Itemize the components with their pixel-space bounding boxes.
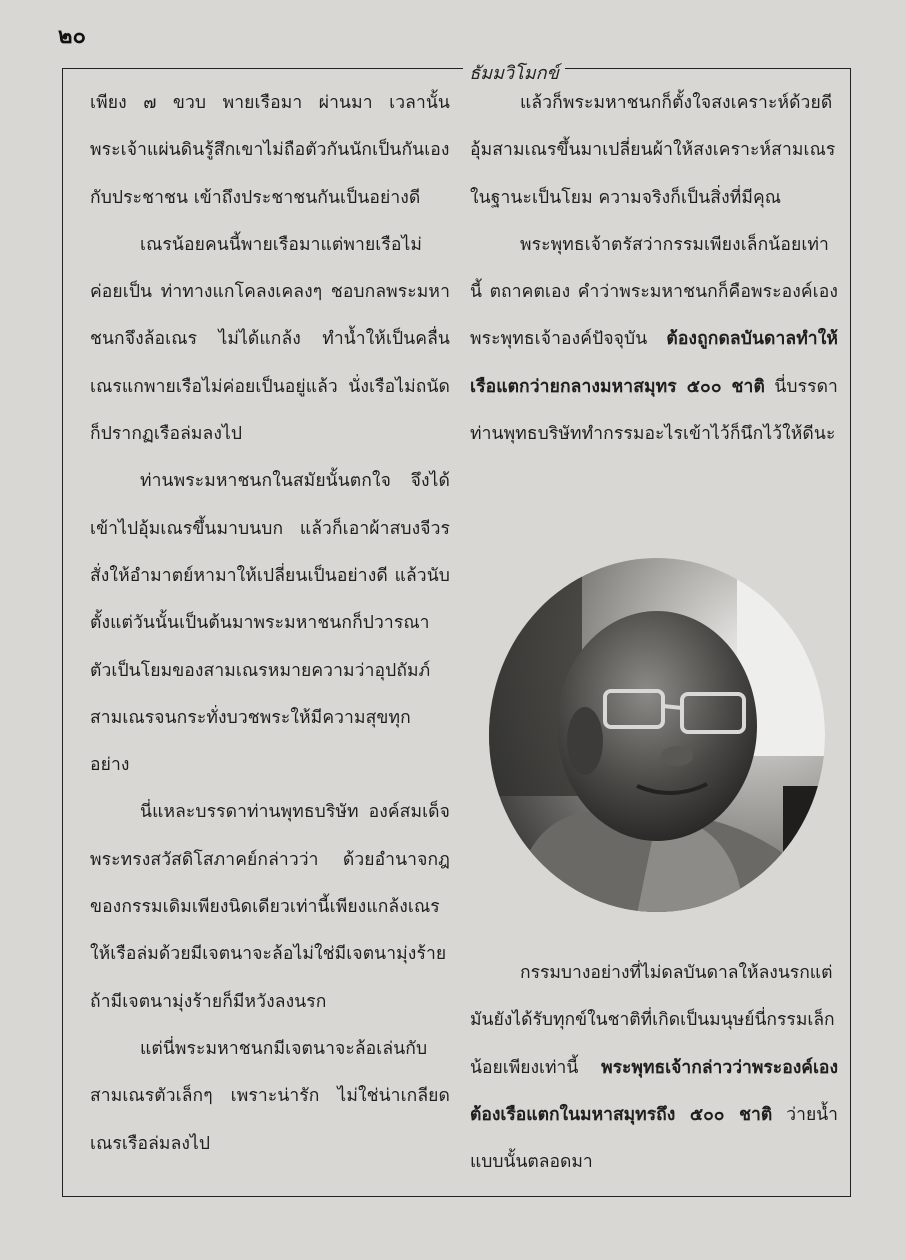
right-column-bottom [470,950,838,1186]
page-number: ๒๐ [58,23,86,49]
right-p2-plain: พระพุทธเจ้าตรัสว่ากรรมเพียงเล็กน้อยเท่านี้ ตถาคตเอง คำว่าพระมหาชนกก็คือพระองค์เองพระพุทธเจ้าองค์ปัจจุบัน [470,234,838,350]
right-paragraph-3 [470,950,838,1186]
left-paragraph-2: เณรน้อยคนนี้พายเรือมาแต่พายเรือไม่ค่อยเป็น ท่าทางแกโคลงเคลงๆ ชอบกลพระมหาชนกจึงล้อเณร ไม่ได้แกล้ง ทำน้ำให้เป็นคลื่น เณรแกพายเรือไม่ค่อยเป็นอยู่แล้ว นั่งเรือไม่ถนัด ก็ปรากฏเรือล่มลงไป [90,234,450,445]
left-paragraph-4: นี่แหละบรรดาท่านพุทธบริษัท องค์สมเด็จพระทรงสวัสดิโสภาคย์กล่าวว่า ด้วยอำนาจกฎของกรรมเดิมเพียงนิดเดียวเท่านี้เพียงแกล้งเณรให้เรือล่มด้วยมีเจตนาจะล้อไม่ใช่มีเจตนามุ่งร้าย ถ้ามีเจตนามุ่งร้ายก็มีหวังลงนรก [90,802,450,1012]
left-paragraph-1: เพียง ๗ ขวบ พายเรือมา ผ่านมา เวลานั้นพระเจ้าแผ่นดินรู้สึกเขาไม่ถือตัวกันนักเป็นกันเองกับประชาชน เข้าถึงประชาชนกันเป็นอย่างดี [90,93,450,208]
monk-portrait-photo [487,556,827,914]
right-p3-tail: ว่ายน้ำแบบนั้นตลอดมา [470,1104,838,1173]
right-paragraph-2 [470,222,838,458]
left-column [90,80,450,1168]
monk-portrait-image [487,556,827,914]
right-column-top [470,80,838,458]
right-p2-tail: นี่บรรดาท่านพุทธบริษัททำกรรมอะไรเข้าไว้ก็นึกไว้ให้ดีนะ [470,376,838,445]
right-paragraph-1: แล้วก็พระมหาชนกก็ตั้งใจสงเคราะห์ด้วยดี อุ้มสามเณรขึ้นมาเปลี่ยนผ้าให้สงเคราะห์สามเณรในฐานะเป็นโยม ความจริงก็เป็นสิ่งที่มีคุณ [470,93,836,208]
right-p3-plain: กรรมบางอย่างที่ไม่ดลบันดาลให้ลงนรกแต่มันยังได้รับทุกข์ในชาติที่เกิดเป็นมนุษย์นี่กรรมเล็กน้อยเพียงเท่านี้ [470,963,835,1078]
left-paragraph-5: แต่นี่พระมหาชนกมีเจตนาจะล้อเล่นกับสามเณรตัวเล็กๆ เพราะน่ารัก ไม่ใช่น่าเกลียด เณรเรือล่มลงไป [90,1038,450,1154]
running-title: ธัมมวิโมกข์ [463,58,565,87]
left-paragraph-3: ท่านพระมหาชนกในสมัยนั้นตกใจ จึงได้เข้าไปอุ้มเณรขึ้นมาบนบก แล้วก็เอาผ้าสบงจีวร สั่งให้อำมาตย์หามาให้เปลี่ยนเป็นอย่างดี แล้วนับตั้งแต่วันนั้นเป็นต้นมาพระมหาชนกก็ปวารณาตัวเป็นโยมของสามเณรหมายความว่าอุปถัมภ์สามเณรจนกระทั่งบวชพระให้มีความสุขทุกอย่าง [90,471,450,776]
right-p2-bold: ต้องถูกดลบันดาลทำให้เรือแตกว่ายกลางมหาสมุทร ๕๐๐ ชาติ [470,329,838,397]
right-p3-bold: พระพุทธเจ้ากล่าวว่าพระองค์เองต้องเรือแตกในมหาสมุทรถึง ๕๐๐ ชาติ [470,1057,838,1125]
